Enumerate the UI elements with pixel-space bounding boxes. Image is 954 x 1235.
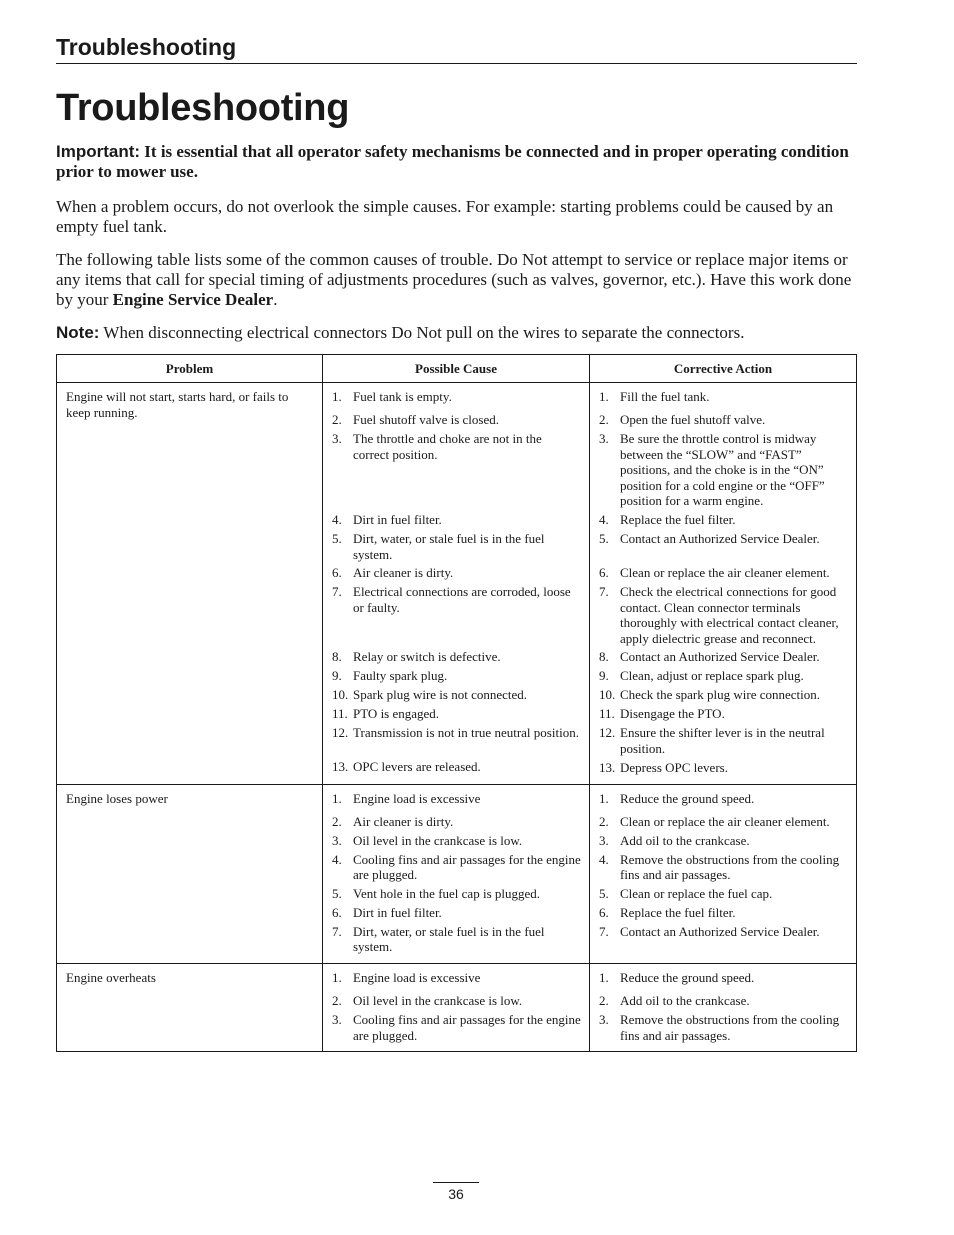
- troubleshooting-table: [56, 354, 857, 1052]
- item-number: 12.: [332, 725, 349, 741]
- item-text: Faulty spark plug.: [353, 668, 448, 684]
- item-number: 6.: [599, 904, 609, 920]
- cause-item: [332, 668, 581, 684]
- item-number: 1.: [599, 969, 609, 985]
- item-number: 2.: [332, 992, 342, 1008]
- cause-list: [332, 791, 581, 955]
- item-text: Engine load is excessive: [353, 969, 481, 985]
- action-item: [599, 970, 848, 986]
- cause-item: [332, 687, 581, 703]
- problem-cell: Engine will not start, starts hard, or fails to keep running.: [57, 383, 323, 785]
- item-number: 1.: [332, 969, 342, 985]
- cause-item: [332, 389, 581, 405]
- cause-item: [332, 512, 581, 528]
- service-paragraph-text: The following table lists some of the common causes of trouble. Do Not attempt to service or replace major items or any items that call for special timing of adjustments procedures (such as valves, governor, etc.). Have this work done by your: [56, 250, 852, 309]
- cause-item: [332, 531, 581, 562]
- problem-cell: Engine overheats: [57, 963, 323, 1051]
- item-text: Reduce the ground speed.: [620, 790, 755, 806]
- cause-item: [332, 431, 581, 509]
- item-number: 7.: [599, 923, 609, 939]
- action-item: [599, 833, 848, 849]
- action-item: [599, 886, 848, 902]
- item-number: 5.: [599, 531, 609, 546]
- header-corrective-action: Corrective Action: [590, 355, 857, 383]
- important-label: Important:: [56, 142, 141, 161]
- cause-cell: [323, 383, 590, 785]
- table-header-row: [57, 355, 857, 383]
- item-text: Oil level in the crankcase is low.: [353, 832, 523, 848]
- action-item: [599, 584, 848, 646]
- item-number: 3.: [332, 431, 342, 446]
- item-text: Dirt in fuel filter.: [353, 904, 442, 920]
- item-number: 10.: [599, 687, 616, 703]
- item-number: 8.: [332, 649, 342, 665]
- item-number: 1.: [599, 389, 609, 404]
- item-number: 8.: [599, 649, 609, 665]
- action-item: [599, 668, 848, 684]
- action-item: [599, 565, 848, 581]
- cause-item: [332, 852, 581, 883]
- item-number: 3.: [332, 1011, 342, 1027]
- action-item: [599, 791, 848, 807]
- item-number: 9.: [599, 668, 609, 684]
- action-item: [599, 760, 848, 776]
- item-text: Fuel shutoff valve is closed.: [353, 412, 499, 427]
- item-number: 7.: [332, 584, 342, 600]
- item-text: Dirt, water, or stale fuel is in the fuel system.: [353, 923, 545, 955]
- item-text: PTO is engaged.: [353, 706, 440, 722]
- item-text: Contact an Authorized Service Dealer.: [620, 649, 820, 665]
- cause-item: [332, 886, 581, 902]
- item-number: 6.: [332, 565, 342, 581]
- item-text: Cooling fins and air passages for the engine are plugged.: [353, 1011, 581, 1043]
- running-header: Troubleshooting: [56, 33, 857, 64]
- item-text: Check the electrical connections for good contact. Clean connector terminals thoroughly with electrical contact cleaner, apply dielectric grease and reconnect.: [620, 584, 839, 646]
- cause-list: [332, 389, 581, 775]
- cause-item: [332, 791, 581, 807]
- item-number: 1.: [332, 389, 342, 404]
- item-text: Electrical connections are corroded, loose or faulty.: [353, 584, 571, 615]
- item-text: Transmission is not in true neutral position.: [353, 725, 579, 741]
- cause-list: [332, 970, 581, 1043]
- action-item: [599, 687, 848, 703]
- action-item: [599, 706, 848, 722]
- item-text: Contact an Authorized Service Dealer.: [620, 923, 820, 939]
- cause-item: [332, 565, 581, 581]
- item-text: Reduce the ground speed.: [620, 969, 755, 985]
- item-text: Air cleaner is dirty.: [353, 565, 454, 581]
- item-number: 7.: [332, 923, 342, 939]
- note: [56, 323, 856, 343]
- item-text: Clean or replace the air cleaner element.: [620, 813, 830, 829]
- page-number: 36: [448, 1186, 464, 1202]
- page-number-rule: [433, 1182, 479, 1183]
- cause-cell: [323, 963, 590, 1051]
- item-number: 13.: [599, 759, 616, 775]
- cause-item: [332, 1012, 581, 1043]
- item-number: 2.: [599, 992, 609, 1008]
- cause-item: [332, 970, 581, 986]
- table-row: [57, 383, 857, 785]
- item-text: Air cleaner is dirty.: [353, 813, 454, 829]
- item-text: Clean or replace the fuel cap.: [620, 885, 773, 901]
- item-text: OPC levers are released.: [353, 759, 481, 775]
- engine-service-dealer: Engine Service Dealer: [112, 290, 274, 309]
- cause-item: [332, 833, 581, 849]
- cause-item: [332, 814, 581, 830]
- item-text: Replace the fuel filter.: [620, 512, 736, 527]
- cause-item: [332, 924, 581, 955]
- item-number: 4.: [332, 851, 342, 867]
- action-item: [599, 649, 848, 665]
- action-item: [599, 1012, 848, 1043]
- item-text: The throttle and choke are not in the correct position.: [353, 431, 542, 462]
- item-number: 5.: [332, 885, 342, 901]
- item-number: 2.: [599, 412, 609, 427]
- intro-paragraph: When a problem occurs, do not overlook the simple causes. For example: starting problems could be caused by an empty fuel tank.: [56, 197, 834, 236]
- item-number: 2.: [332, 813, 342, 829]
- item-text: Replace the fuel filter.: [620, 904, 736, 920]
- action-item: [599, 412, 848, 428]
- item-number: 10.: [332, 687, 349, 703]
- item-number: 4.: [599, 851, 609, 867]
- item-text: Remove the obstructions from the cooling fins and air passages.: [620, 851, 840, 883]
- item-text: Clean, adjust or replace spark plug.: [620, 668, 804, 684]
- action-item: [599, 531, 848, 562]
- item-text: Contact an Authorized Service Dealer.: [620, 531, 820, 546]
- cause-item: [332, 649, 581, 665]
- service-paragraph: [56, 250, 856, 310]
- important-notice: [56, 142, 856, 182]
- item-number: 1.: [599, 790, 609, 806]
- cause-item: [332, 412, 581, 428]
- item-text: Cooling fins and air passages for the engine are plugged.: [353, 851, 581, 883]
- cause-item: [332, 584, 581, 646]
- item-number: 12.: [599, 725, 616, 741]
- action-cell: [590, 383, 857, 785]
- item-text: Oil level in the crankcase is low.: [353, 992, 523, 1008]
- cause-item: [332, 905, 581, 921]
- action-item: [599, 814, 848, 830]
- action-item: [599, 924, 848, 955]
- cause-cell: [323, 784, 590, 963]
- item-number: 6.: [599, 565, 609, 580]
- action-cell: [590, 784, 857, 963]
- item-number: 3.: [599, 1011, 609, 1027]
- item-number: 6.: [332, 904, 342, 920]
- item-text: Vent hole in the fuel cap is plugged.: [353, 885, 541, 901]
- action-list: [599, 970, 848, 1043]
- item-text: Dirt, water, or stale fuel is in the fuel system.: [353, 531, 545, 562]
- problem-cell: Engine loses power: [57, 784, 323, 963]
- item-number: 9.: [332, 668, 342, 684]
- item-number: 11.: [599, 706, 615, 722]
- header-problem: Problem: [57, 355, 323, 383]
- item-number: 3.: [599, 431, 609, 446]
- item-number: 2.: [332, 412, 342, 427]
- action-item: [599, 431, 848, 509]
- item-text: Disengage the PTO.: [620, 706, 725, 722]
- item-number: 2.: [599, 813, 609, 829]
- item-text: Check the spark plug wire connection.: [620, 687, 820, 703]
- cause-item: [332, 759, 581, 775]
- action-list: [599, 389, 848, 776]
- item-number: 5.: [332, 531, 342, 546]
- action-item: [599, 852, 848, 883]
- important-text: It is essential that all operator safety mechanisms be connected and in proper operating condition prior to mower use.: [56, 142, 849, 181]
- item-text: Depress OPC levers.: [620, 759, 728, 775]
- item-text: Add oil to the crankcase.: [620, 832, 750, 848]
- item-text: Be sure the throttle control is midway between the “SLOW” and “FAST” positions, and the choke is in the “ON” position for a cold engine or the “OFF” position for a warm engine.: [620, 431, 825, 509]
- action-item: [599, 389, 848, 405]
- item-number: 1.: [332, 790, 342, 806]
- item-number: 3.: [599, 832, 609, 848]
- item-text: Ensure the shifter lever is in the neutral position.: [620, 725, 825, 756]
- action-item: [599, 512, 848, 528]
- item-number: 7.: [599, 584, 609, 599]
- item-text: Relay or switch is defective.: [353, 649, 501, 665]
- item-text: Spark plug wire is not connected.: [353, 687, 528, 703]
- item-number: 4.: [599, 512, 609, 527]
- item-text: Remove the obstructions from the cooling fins and air passages.: [620, 1011, 840, 1043]
- item-text: Dirt in fuel filter.: [353, 512, 442, 527]
- cause-item: [332, 725, 581, 756]
- header-possible-cause: Possible Cause: [323, 355, 590, 383]
- cause-item: [332, 993, 581, 1009]
- action-list: [599, 791, 848, 955]
- cause-item: [332, 706, 581, 722]
- item-text: Fuel tank is empty.: [353, 389, 452, 404]
- table-row: [57, 963, 857, 1051]
- action-item: [599, 725, 848, 756]
- table-row: [57, 784, 857, 963]
- item-text: Open the fuel shutoff valve.: [620, 412, 766, 427]
- item-text: Engine load is excessive: [353, 790, 481, 806]
- item-number: 3.: [332, 832, 342, 848]
- item-text: Add oil to the crankcase.: [620, 992, 750, 1008]
- note-label: Note:: [56, 323, 100, 342]
- item-text: Clean or replace the air cleaner element.: [620, 565, 830, 580]
- item-number: 11.: [332, 706, 348, 722]
- item-number: 5.: [599, 885, 609, 901]
- action-item: [599, 993, 848, 1009]
- action-item: [599, 905, 848, 921]
- service-paragraph-end: .: [273, 290, 278, 309]
- note-text: When disconnecting electrical connectors Do Not pull on the wires to separate the connectors.: [103, 323, 745, 342]
- page-title: Troubleshooting: [56, 87, 350, 129]
- action-cell: [590, 963, 857, 1051]
- item-number: 4.: [332, 512, 342, 527]
- item-text: Fill the fuel tank.: [620, 389, 710, 404]
- item-number: 13.: [332, 759, 349, 775]
